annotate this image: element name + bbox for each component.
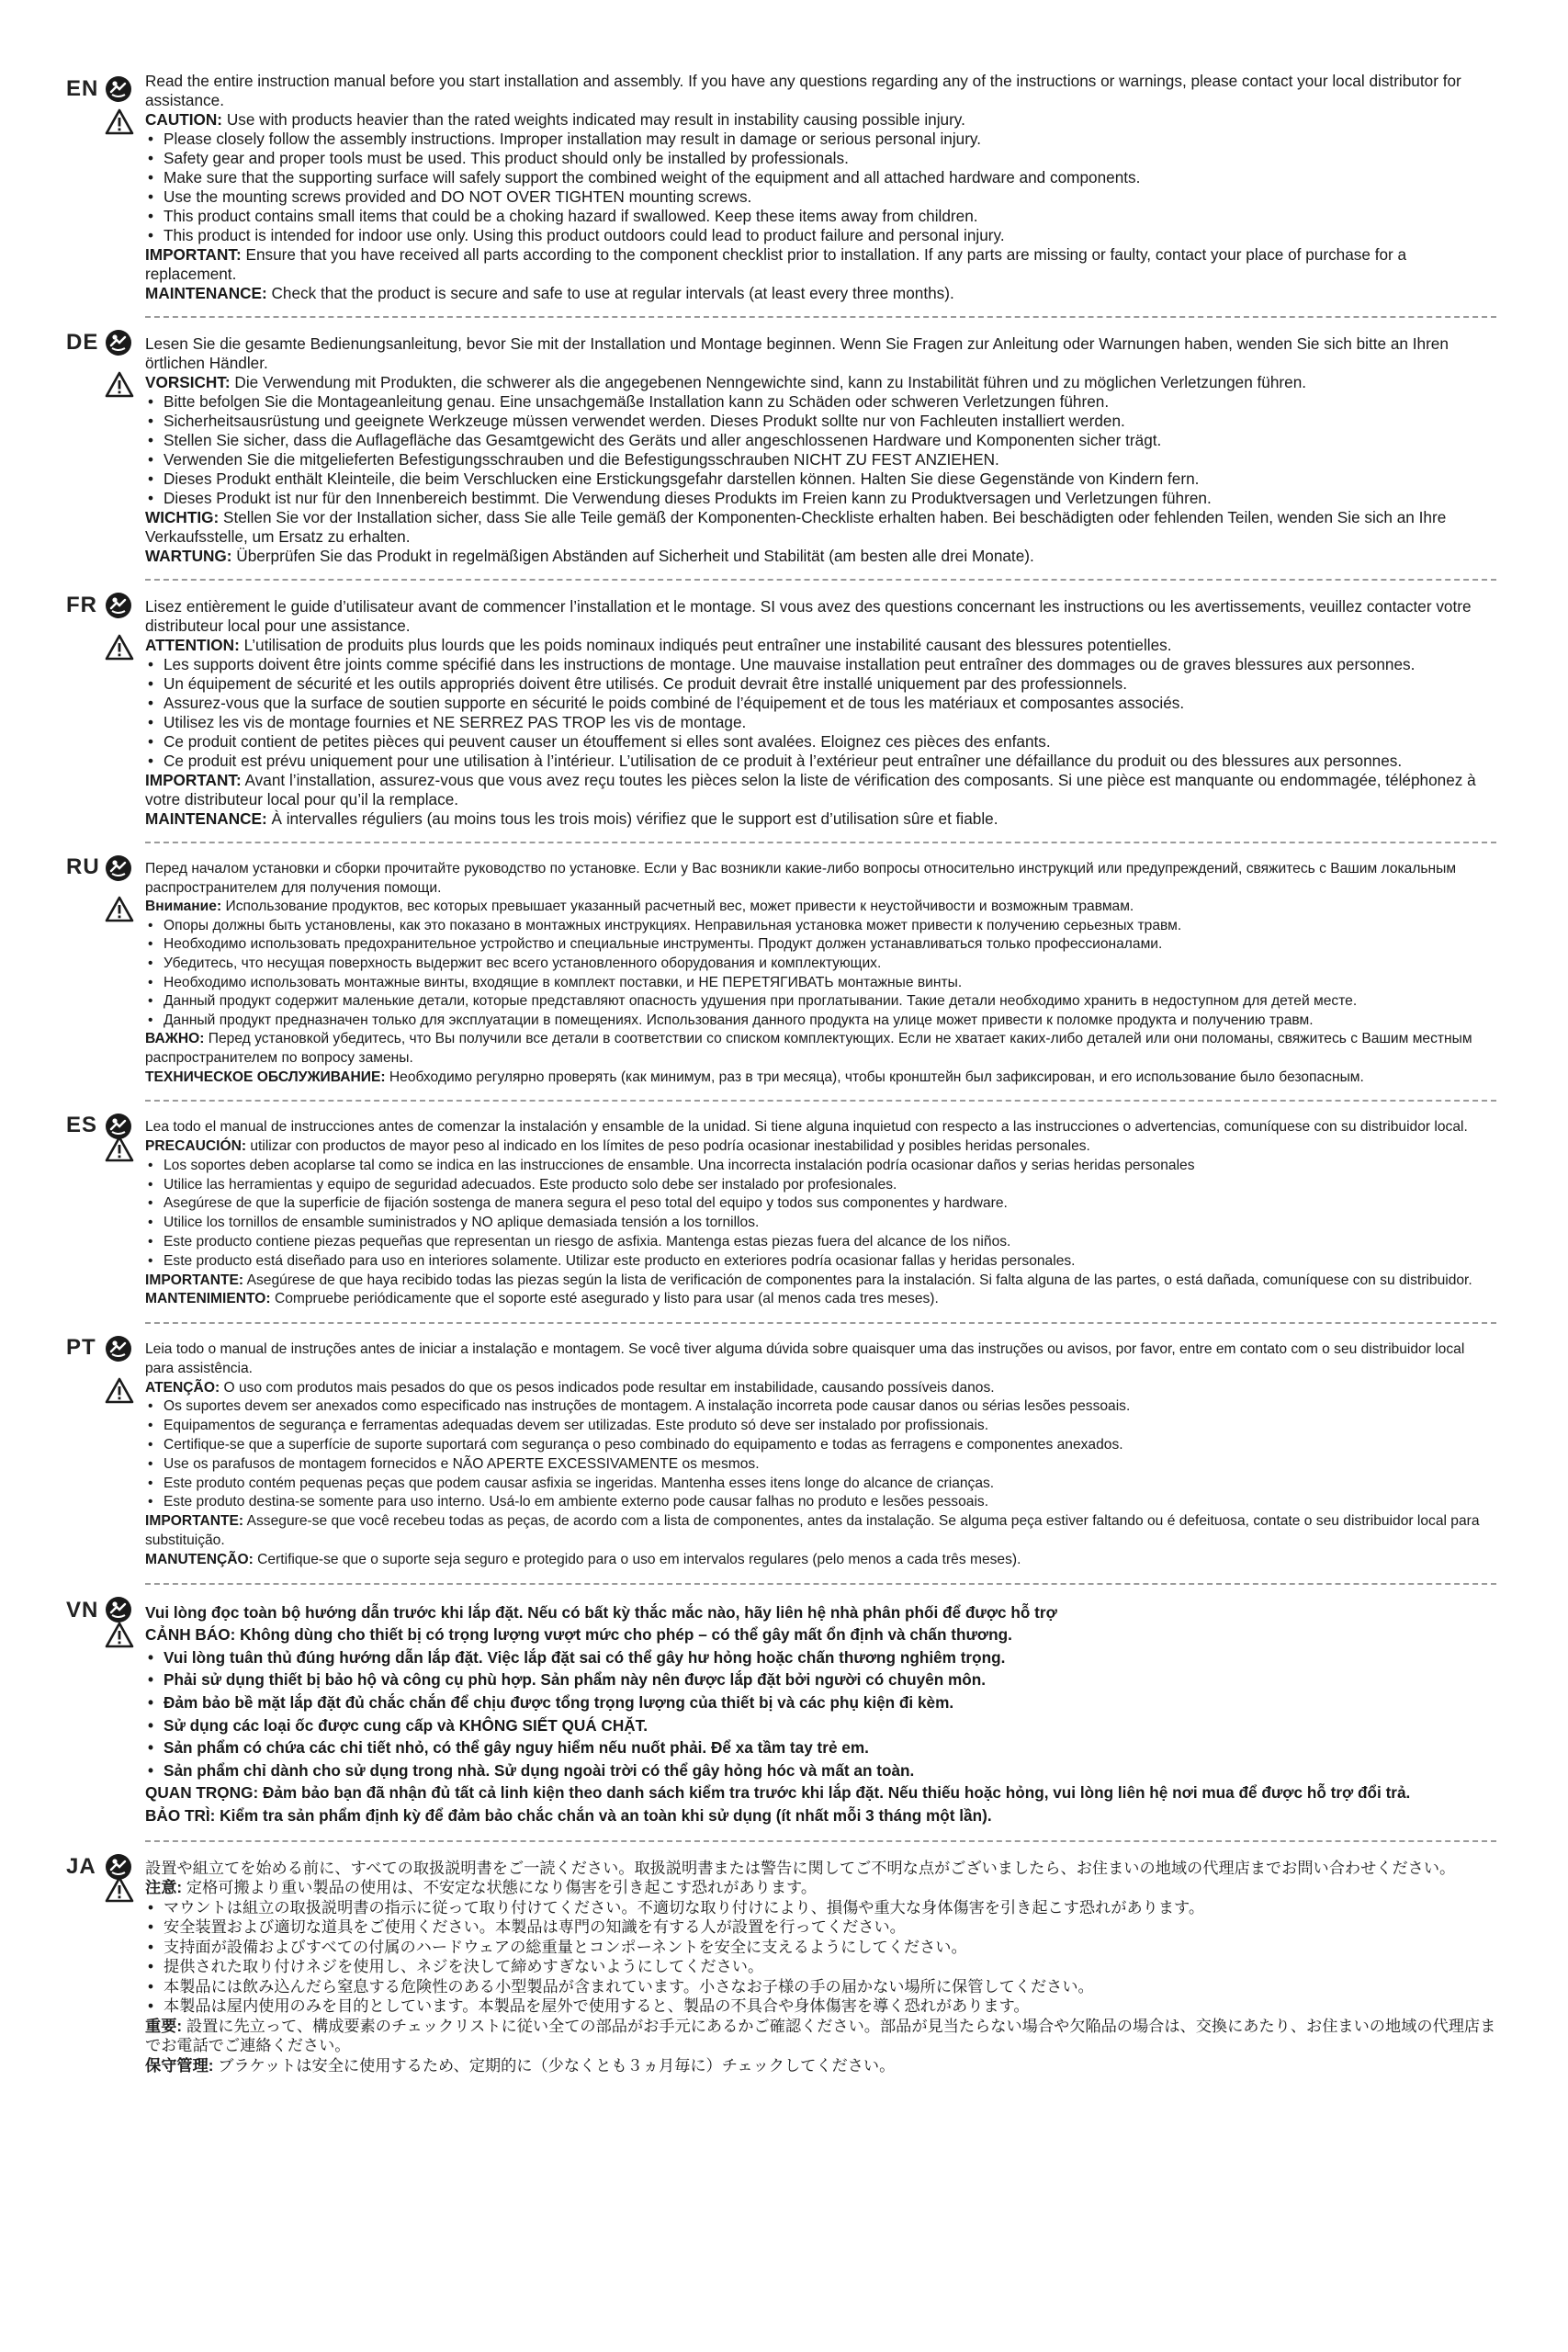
important-label: IMPORTANT: [145,771,242,789]
bullet-item: • Use the mounting screws provided and DO NOT OVER TIGHTEN mounting screws. [145,187,1496,207]
bullet-item: • This product is intended for indoor use only. Using this product outdoors could lead to product failure and personal injury. [145,226,1496,245]
important-line [145,771,1496,809]
caution-label: CẢNH BÁO: [145,1625,236,1645]
bullet-item: • Необходимо использовать предохранительное устройство и специальные инструменты. Продукт должен устанавливаться только профессионалами. [145,935,1496,955]
caution-text: 定格可搬より重い製品の使用は、不安定な状態になり傷害を引き起こす恐れがあります。 [186,1878,818,1897]
important-text: Asegúrese de que haya recibido todas las piezas según la lista de verificación de componentes para la instalación. Si falta alguna de las partes, o está dañada, comuníquese con su distribuidor. [246,1272,1472,1288]
section-pt [0,1324,1568,1583]
section-fr [0,581,1568,842]
language-code: EN [66,76,99,101]
bullet-item: • Sử dụng các loại ốc được cung cấp và KHÔNG SIẾT QUÁ CHẶT. [145,1714,1496,1737]
section-vn [0,1585,1568,1840]
bullet-item: • マウントは組立の取扱説明書の指示に従って取り付けてください。不適切な取り付けにより、損傷や重大な身体傷害を引き起こす恐れがあります。 [145,1898,1496,1918]
bullet-item: • Sản phẩm chỉ dành cho sử dụng trong nhà. Sử dụng ngoài trời có thể gây hỏng hóc và mất an toàn. [145,1759,1496,1782]
important-line [145,1781,1496,1804]
caution-line [145,373,1496,392]
bullet-item: • Please closely follow the assembly instructions. Improper installation may result in damage or serious personal injury. [145,130,1496,149]
bullet-item: • Ce produit est prévu uniquement pour une utilisation à l’intérieur. L’utilisation de ce produit à l’extérieur peut entraîner une défaillance du produit ou des blessures aux personnes. [145,752,1496,771]
warning-icon [105,896,134,922]
bullet-item: • Verwenden Sie die mitgelieferten Befestigungsschrauben und die Befestigungsschrauben NICHT ZU FEST ANZIEHEN. [145,450,1496,469]
important-label: WICHTIG: [145,508,220,526]
bullet-list [145,392,1496,508]
maintenance-label: ТЕХНИЧЕСКОЕ ОБСЛУЖИВАНИЕ: [145,1069,386,1085]
caution-text: Use with products heavier than the rated weights indicated may result in instability causing possible injury. [226,110,965,129]
bullet-item: • 本製品には飲み込んだら窒息する危険性のある小型製品が含まれています。小さなお子様の手の届かない場所に保管してください。 [145,1977,1496,1997]
bullet-item: • Dieses Produkt ist nur für den Innenbereich bestimmt. Die Verwendung dieses Produkts im Freien kann zu Produktversagen und Verletzungen führen. [145,489,1496,508]
bullet-item: • Опоры должны быть установлены, как это показано в монтажных инструкциях. Неправильная установка может привести к получению серьезных травм. [145,917,1496,936]
bullet-item: • Certifique-se que a superfície de suporte suportará com segurança o peso combinado do equipamento e todas as ferragens e componentes anexados. [145,1436,1496,1455]
caution-line [145,1623,1496,1646]
maintenance-text: À intervalles réguliers (au moins tous les trois mois) vérifiez que le support est d’utilisation sûre et fiable. [271,809,998,828]
intro-text: Read the entire instruction manual before you start installation and assembly. If you have any questions regarding any of the instructions or warnings, please contact your local distributor for assistance. [145,72,1461,109]
maintenance-label: MAINTENANCE: [145,284,267,302]
bullet-item: • Les supports doivent être joints comme spécifié dans les instructions de montage. Une mauvaise installation peut entraîner des dommages ou de graves blessures aux personnes. [145,655,1496,674]
important-text: Assegure-se que você recebeu todas as peças, de acordo com a lista de componentes, antes da instalação. Se alguma peça estiver faltando ou é defeituosa, contate o seu distribuidor local para substituição. [145,1513,1480,1549]
bullet-item: • Необходимо использовать монтажные винты, входящие в комплект поставки, и НЕ ПЕРЕТЯГИВАТЬ монтажные винты. [145,974,1496,993]
bullet-item: • 安全装置および適切な道具をご使用ください。本製品は専門の知識を有する人が設置を行ってください。 [145,1917,1496,1938]
language-code: ES [66,1113,98,1138]
maintenance-text: Überprüfen Sie das Produkt in regelmäßigen Abständen auf Sicherheit und Stabilität (am besten alle drei Monate). [236,547,1034,565]
read-manual-icon [105,1335,132,1363]
bullet-item: • Данный продукт предназначен только для эксплуатации в помещениях. Использования данного продукта на улице может привести к поломке продукта и получению травм. [145,1012,1496,1031]
important-label: IMPORTANTE: [145,1513,244,1530]
caution-block [145,1878,1496,1898]
language-code: DE [66,330,99,355]
important-text: Ensure that you have received all parts according to the component checklist prior to installation. If any parts are missing or faulty, contact your place of purchase for a replacement. [145,245,1407,283]
caution-line [145,1878,1496,1898]
bullet-item: • Este produto destina-se somente para uso interno. Usá-lo em ambiente externo pode causar falhas no produto e lesões pessoais. [145,1493,1496,1512]
caution-text: utilizar con productos de mayor peso al indicado en los límites de peso podría ocasionar inestabilidad y posibles heridas personales. [250,1137,1090,1154]
section-ja [0,1842,1568,2076]
caution-block [145,1379,1496,1398]
caution-line [145,636,1496,655]
language-code: VN [66,1597,99,1623]
caution-block [145,1137,1496,1157]
bullet-item: • 提供された取り付けネジを使用し、ネジを決して締めすぎないようにしてください。 [145,1957,1496,1977]
warning-icon [105,1876,134,1903]
caution-line [145,1379,1496,1398]
intro-text: Lea todo el manual de instrucciones antes de comenzar la instalación y ensamble de la unidad. Si tiene alguna inquietud con respecto a las instrucciones o advertencias, comuníquese con su distribuidor local. [145,1119,1468,1136]
bullet-item: • Vui lòng tuân thủ đúng hướng dẫn lắp đặt. Việc lắp đặt sai có thể gây hư hỏng hoặc chấn thương nghiêm trọng. [145,1646,1496,1669]
bullet-item: • Stellen Sie sicher, dass die Auflagefläche das Gesamtgewicht des Geräts und aller angeschlossenen Hardware und Komponenten sicher trägt. [145,431,1496,450]
important-line [145,245,1496,284]
caution-line [145,898,1496,917]
bullet-item: • Bitte befolgen Sie die Montageanleitung genau. Eine unsachgemäße Installation kann zu Schäden oder schweren Verletzungen führen. [145,392,1496,412]
bullet-list [145,130,1496,245]
caution-block [145,898,1496,917]
warning-icon [105,1622,134,1648]
bullet-item: • 本製品は屋内使用のみを目的としています。本製品を屋外で使用すると、製品の不具合や身体傷害を導く恐れがあります。 [145,1996,1496,2017]
caution-label: Внимание: [145,899,222,915]
bullet-item: • Equipamentos de segurança e ferramentas adequadas devem ser utilizadas. Este produto só deve ser instalado por profissionais. [145,1417,1496,1436]
section-ru [0,843,1568,1100]
maintenance-text: Certifique-se que o suporte seja seguro e protegido para o uso em intervalos regulares (pelo menos a cada três meses). [257,1551,1021,1567]
bullet-item: • Sicherheitsausrüstung und geeignete Werkzeuge müssen verwendet werden. Dieses Produkt sollte nur von Fachleuten installiert werden. [145,412,1496,431]
intro-text: Vui lòng đọc toàn bộ hướng dẫn trước khi lắp đặt. Nếu có bất kỳ thắc mắc nào, hãy liên hệ nhà phân phối để được hỗ trợ [145,1602,1057,1622]
caution-label: CAUTION: [145,110,223,129]
language-code: RU [66,854,100,879]
caution-label: ATENÇÃO: [145,1379,220,1396]
bullet-item: • Os suportes devem ser anexados como especificado nas instruções de montagem. A instalação incorreta pode causar danos ou sérias lesões pessoais. [145,1397,1496,1417]
maintenance-text: Compruebe periódicamente que el soporte esté asegurado y listo para usar (al menos cada tres meses). [274,1291,939,1307]
language-code: PT [66,1335,96,1361]
bullet-item: • 支持面が設備およびすべての付属のハードウェアの総重量とコンポーネントを安全に支えるようにしてください。 [145,1938,1496,1958]
intro-text: Перед началом установки и сборки прочитайте руководство по установке. Если у Вас возникли какие-либо вопросы относительно инструкций или предупреждений, свяжитесь с Вашим локальным распространителем для получения помощи. [145,861,1457,896]
bullet-item: • Assurez-vous que la surface de soutien supporte en sécurité le poids combiné de l’équipement et de tous les matériaux et composantes associés. [145,694,1496,713]
important-text: Avant l’installation, assurez-vous que vous avez reçu toutes les pièces selon la liste de vérification des composants. Si une pièce est manquante ou endommagée, téléphonez à votre distributeur local pour qu’il la remplace. [145,771,1476,808]
maintenance-line [145,2056,1496,2076]
important-line [145,2017,1496,2056]
bullet-list [145,917,1496,1031]
bullet-item: • Este produto contém pequenas peças que podem causar asfixia se ingeridas. Mantenha esses itens longe do alcance de crianças. [145,1475,1496,1494]
language-code: JA [66,1853,96,1879]
important-line [145,1272,1496,1291]
bullet-list [145,1646,1496,1782]
warning-icon [105,634,134,661]
maintenance-line [145,1551,1496,1570]
maintenance-line [145,1290,1496,1309]
maintenance-text: ブラケットは安全に使用するため、定期的に（少なくとも３ヵ月毎に）チェックしてください。 [218,2055,896,2075]
maintenance-line [145,809,1496,829]
bullet-item: • Un équipement de sécurité et les outils appropriés doivent être utilisés. Ce produit devrait être installé uniquement par des professionnels. [145,674,1496,694]
maintenance-text: Необходимо регулярно проверять (как минимум, раз в три месяца), чтобы кронштейн был зафиксирован, и его использование было безопасным. [389,1069,1364,1085]
language-code: FR [66,593,97,617]
intro-text: Lesen Sie die gesamte Bedienungsanleitung, bevor Sie mit der Installation und Montage beginnen. Wenn Sie Fragen zur Anleitung oder Warnungen haben, wenden Sie sich bitte an Ihren örtlichen Händler. [145,334,1449,372]
important-label: IMPORTANT: [145,245,242,264]
bullet-item: • Ce produit contient de petites pièces qui peuvent causer un étouffement si elles sont avalées. Eloignez ces pièces des enfants. [145,732,1496,752]
maintenance-label: MAINTENANCE: [145,809,267,828]
bullet-item: • Este producto contiene piezas pequeñas que representan un riesgo de asfixia. Mantenga estas piezas fuera del alcance de los niños. [145,1233,1496,1252]
warning-icon [105,371,134,398]
maintenance-label: BẢO TRÌ: [145,1806,216,1825]
read-manual-icon [105,854,132,882]
maintenance-label: WARTUNG: [145,547,232,565]
maintenance-line [145,547,1496,566]
read-manual-icon [105,1596,132,1623]
bullet-item: • Utilice los tornillos de ensamble suministrados y NO aplique demasiada tensión a los tornillos. [145,1214,1496,1233]
bullet-list [145,655,1496,771]
bullet-list [145,1397,1496,1512]
important-line [145,1512,1496,1551]
bullet-list [145,1157,1496,1272]
bullet-item: • Use os parafusos de montagem fornecidos e NÃO APERTE EXCESSIVAMENTE os mesmos. [145,1455,1496,1475]
bullet-item: • Los soportes deben acoplarse tal como se indica en las instrucciones de ensamble. Una incorrecta instalación podría ocasionar daños y serias heridas personales [145,1157,1496,1176]
caution-label: 注意: [145,1878,183,1897]
bullet-item: • Safety gear and proper tools must be used. This product should only be installed by professionals. [145,149,1496,168]
important-text: Stellen Sie vor der Installation sicher, dass Sie alle Teile gemäß der Komponenten-Checkliste erhalten haben. Bei beschädigten oder fehlenden Teilen, wenden Sie sich an Ihre Verkaufsstelle, um Ersatz zu erhalten. [145,508,1447,546]
caution-text: Không dùng cho thiết bị có trọng lượng vượt mức cho phép – có thể gây mất ổn định và chấn thương. [240,1625,1012,1645]
section-es [0,1102,1568,1322]
bullet-item: • Make sure that the supporting surface will safely support the combined weight of the equipment and all attached hardware and components. [145,168,1496,187]
section-de [0,318,1568,579]
intro-text: Lisez entièrement le guide d’utilisateur avant de commencer l’installation et le montage. SI vous avez des questions concernant les instructions ou les avertissements, veuillez contacter votre distributeur local pour une assistance. [145,597,1472,635]
important-text: Перед установкой убедитесь, что Вы получили все детали в соответствии со списком комплектующих. Если не хватает каких-либо деталей или они поломаны, свяжитесь с Вашим местным распространителем по вопросу замены. [145,1031,1472,1066]
important-label: IMPORTANTE: [145,1272,244,1288]
maintenance-label: MANUTENÇÃO: [145,1551,254,1567]
warning-icon [105,108,134,135]
maintenance-label: MANTENIMIENTO: [145,1291,271,1307]
multilingual-safety-instructions [0,64,1568,2075]
read-manual-icon [105,592,132,619]
caution-label: VORSICHT: [145,373,231,391]
read-manual-icon [105,75,132,103]
bullet-item: • Sản phẩm có chứa các chi tiết nhỏ, có thể gây nguy hiểm nếu nuốt phải. Để xa tầm tay trẻ em. [145,1736,1496,1759]
bullet-item: • Utilisez les vis de montage fournies et NE SERREZ PAS TROP les vis de montage. [145,713,1496,732]
maintenance-line [145,284,1496,303]
bullet-item: • Asegúrese de que la superficie de fijación sostenga de manera segura el peso total del equipo y todos sus componentes y hardware. [145,1194,1496,1214]
bullet-item: • Данный продукт содержит маленькие детали, которые представляют опасность удушения при проглатывании. Такие детали необходимо хранить в недоступном для детей месте. [145,992,1496,1012]
caution-text: O uso com produtos mais pesados do que os pesos indicados pode resultar em instabilidade, causando possíveis danos. [223,1379,995,1396]
bullet-item: • Phải sử dụng thiết bị bảo hộ và công cụ phù hợp. Sản phẩm này nên được lắp đặt bởi người có chuyên môn. [145,1668,1496,1691]
important-text: Đảm bảo bạn đã nhận đủ tất cả linh kiện theo danh sách kiểm tra trước khi lắp đặt. Nếu thiếu hoặc hỏng, vui lòng liên hệ nơi mua để được hỗ trợ đổi trả. [262,1783,1411,1803]
bullet-item: • Utilice las herramientas y equipo de seguridad adecuados. Este producto solo debe ser instalado por profesionales. [145,1176,1496,1195]
caution-block [145,373,1496,392]
bullet-item: • Đảm bảo bề mặt lắp đặt đủ chắc chắn để chịu được tổng trọng lượng của thiết bị và các phụ kiện đi kèm. [145,1691,1496,1714]
caution-line [145,1137,1496,1157]
bullet-item: • Dieses Produkt enthält Kleinteile, die beim Verschlucken eine Erstickungsgefahr darstellen können. Halten Sie diese Gegenstände von Kindern fern. [145,469,1496,489]
caution-label: ATTENTION: [145,636,240,654]
caution-text: L’utilisation de produits plus lourds que les poids nominaux indiqués peut entraîner une instabilité causant des blessures potentielles. [243,636,1172,654]
important-line [145,1030,1496,1068]
warning-icon [105,1136,134,1162]
caution-text: Die Verwendung mit Produkten, die schwerer als die angegebenen Nenngewichte sind, kann zu Instabilität führen und zu möglichen Verletzungen führen. [234,373,1307,391]
maintenance-line [145,1069,1496,1088]
maintenance-line [145,1804,1496,1827]
caution-block [145,110,1496,130]
important-label: 重要: [145,2016,183,2035]
important-label: QUAN TRỌNG: [145,1783,259,1803]
important-line [145,508,1496,547]
important-text: 設置に先立って、構成要素のチェックリストに従い全ての部品がお手元にあるかご確認ください。部品が見当たらない場合や欠陥品の場合は、交換にあたり、お住まいの地域の代理店までお電話でご連絡ください。 [145,2016,1496,2055]
maintenance-text: Check that the product is secure and safe to use at regular intervals (at least every three months). [271,284,954,302]
maintenance-text: Kiểm tra sản phẩm định kỳ để đảm bảo chắc chắn và an toàn khi sử dụng (ít nhất mỗi 3 tháng một lần). [220,1806,992,1825]
bullet-item: • Este producto está diseñado para uso en interiores solamente. Utilizar este producto en exteriores podría ocasionar fallas y heridas personales. [145,1252,1496,1272]
caution-block [145,636,1496,655]
bullet-item: • Убедитесь, что несущая поверхность выдержит вес всего установленного оборудования и комплектующих. [145,955,1496,974]
caution-block [145,1623,1496,1646]
caution-line [145,110,1496,130]
intro-text: 設置や組立てを始める前に、すべての取扱説明書をご一読ください。取扱説明書または警告に関してご不明な点がございましたら、お住まいの地域の代理店までお問い合わせください。 [145,1858,1456,1877]
important-label: ВАЖНО: [145,1031,205,1047]
warning-icon [105,1377,134,1404]
bullet-list [145,1898,1496,2017]
bullet-item: • This product contains small items that could be a choking hazard if swallowed. Keep these items away from children. [145,207,1496,226]
read-manual-icon [105,329,132,356]
intro-text: Leia todo o manual de instruções antes de iniciar a instalação e montagem. Se você tiver alguma dúvida sobre quaisquer uma das instruções ou avisos, por favor, entre em contato com o seu distribuidor local para assistência. [145,1341,1465,1376]
caution-label: PRECAUCIÓN: [145,1137,247,1154]
section-en [0,64,1568,316]
caution-text: Использование продуктов, вес которых превышает указанный расчетный вес, может привести к неустойчивости и возможным травмам. [225,899,1134,915]
maintenance-label: 保守管理: [145,2055,214,2075]
